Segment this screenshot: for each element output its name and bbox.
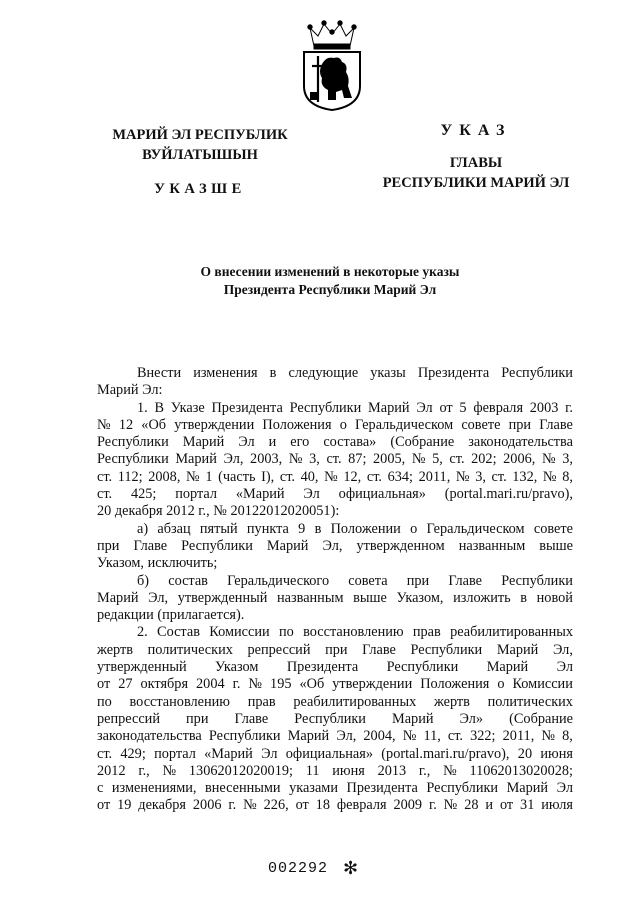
body-word: 31: [520, 797, 535, 814]
body-word: 2009: [393, 797, 423, 814]
body-word: пункта: [246, 520, 289, 537]
body-word: 9: [298, 520, 306, 537]
body-word: следующие: [288, 365, 359, 381]
body-word: 634;: [387, 468, 414, 485]
body-word: ст.: [279, 468, 295, 485]
body-word: 2012: [97, 762, 126, 779]
body-word: изложить: [453, 589, 511, 606]
body-word: 1.: [137, 399, 148, 416]
body-word: №: [324, 468, 338, 485]
header-right-line3: РЕСПУБЛИКИ МАРИЙ ЭЛ: [382, 175, 570, 191]
body-word: октября: [140, 676, 189, 693]
body-word: (portal.mari.ru/pravo),: [381, 745, 510, 762]
body-word: 2005,: [373, 451, 406, 468]
body-line: Указом, исключить;: [97, 555, 218, 572]
body-word: восстановлению: [303, 624, 404, 641]
body-word: 13062012020019;: [188, 762, 293, 779]
body-word: Марий: [182, 434, 225, 451]
body-word: при: [508, 416, 532, 433]
body-line: 20 декабря 2012 г., № 20122012020051):: [97, 503, 340, 520]
body-word: Марий: [97, 589, 139, 606]
body-word: внесенными: [205, 780, 281, 797]
body-word: 425;: [130, 486, 157, 503]
header-right-block: [360, 153, 592, 193]
body-word: Республики: [97, 451, 169, 468]
body-word: указами: [289, 780, 338, 797]
body-word: Республики: [181, 537, 253, 554]
body-word: Республики: [386, 659, 459, 676]
body-line: [97, 521, 573, 538]
body-word: Положения: [262, 416, 332, 433]
body-line: Марий Эл:: [97, 382, 163, 399]
body-word: Марий: [506, 780, 549, 797]
body-word: №: [97, 416, 111, 433]
body-word: 132,: [512, 468, 538, 485]
body-word: ст.: [97, 745, 113, 762]
body-word: репрессий: [247, 641, 311, 658]
body-word: г.: [565, 399, 573, 416]
body-word: 11062013020028;: [469, 762, 573, 779]
body-word: утвержденном: [356, 537, 445, 554]
body-word: 12,: [343, 468, 362, 485]
body-word: г.: [232, 676, 241, 693]
body-word: Марий: [496, 641, 539, 658]
body-word: (часть: [218, 468, 256, 485]
body-word: Положении: [330, 520, 401, 537]
body-word: Геральдическом: [426, 520, 525, 537]
body-line: [97, 538, 573, 555]
body-word: февраля: [473, 399, 524, 416]
body-word: 2008,: [148, 468, 181, 485]
body-line: [97, 642, 573, 659]
body-line: [97, 746, 573, 763]
body-word: указы: [370, 365, 406, 381]
body-word: Главе: [234, 710, 269, 727]
body-word: Главе: [448, 572, 483, 589]
body-word: его: [290, 434, 310, 451]
body-word: 8,: [562, 468, 573, 485]
body-word: Состав: [157, 624, 200, 641]
body-word: декабря: [138, 797, 186, 814]
decree-title-line2: Президента Республики Марий Эл: [223, 282, 437, 297]
body-word: названным: [276, 589, 344, 606]
header-right-title: УКАЗ: [440, 122, 512, 139]
body-word: Марий: [392, 710, 434, 727]
body-word: Эл: [416, 399, 433, 416]
body-word: Эл,: [552, 641, 573, 658]
body-word: Комиссии: [209, 624, 270, 641]
body-word: Эл,: [223, 451, 244, 468]
body-word: ст.: [97, 486, 113, 503]
body-word: по: [278, 624, 294, 641]
body-word: Эл,: [336, 728, 357, 745]
body-word: №: [243, 797, 257, 814]
body-word: Эл: [556, 659, 573, 676]
body-word: 3,: [309, 451, 320, 468]
header-right-line2: ГЛАВЫ: [449, 155, 503, 171]
body-word: б): [137, 572, 150, 589]
body-word: официальная»: [285, 745, 373, 762]
body-word: от: [97, 676, 111, 693]
body-word: совете: [533, 520, 573, 537]
body-line: [97, 417, 573, 434]
body-line: [97, 676, 573, 693]
body-word: 322;: [470, 728, 496, 745]
body-word: Республики: [501, 572, 573, 589]
body-word: №: [443, 797, 458, 814]
body-word: в: [314, 520, 322, 537]
body-line: [97, 694, 573, 711]
body-word: 2013: [377, 762, 407, 779]
body-line: [97, 763, 573, 780]
body-line: [97, 659, 573, 676]
body-word: названным: [458, 537, 526, 554]
body-word: Республики: [501, 365, 573, 381]
body-word: 2003: [529, 399, 559, 416]
body-word: 112;: [117, 468, 143, 485]
body-word: жертв: [97, 641, 133, 658]
body-word: о: [339, 416, 347, 433]
body-word: утвержденный: [97, 659, 187, 676]
body-word: июня: [540, 745, 573, 762]
body-word: 429;: [120, 745, 146, 762]
body-word: 2006,: [503, 451, 536, 468]
body-word: №: [402, 728, 417, 745]
body-word: от: [439, 399, 453, 416]
body-line: редакции (прилагается).: [97, 607, 245, 624]
body-word: в: [520, 589, 528, 606]
body-word: Марий: [175, 451, 217, 468]
body-word: №: [186, 468, 200, 485]
body-word: политических: [487, 693, 573, 710]
body-word: 2004: [196, 676, 225, 693]
body-word: 2.: [137, 624, 148, 641]
body-word: совете: [461, 416, 501, 433]
body-word: Марий: [368, 399, 410, 416]
body-word: законодательства: [468, 434, 573, 451]
body-word: Президента: [346, 780, 418, 797]
body-word: 202;: [471, 451, 497, 468]
body-word: №: [288, 451, 303, 468]
body-word: Указом,: [396, 589, 444, 606]
body-word: 87;: [348, 451, 367, 468]
body-word: г.,: [418, 762, 431, 779]
body-word: «Марий: [204, 745, 253, 762]
document-serial-number: 002292: [268, 860, 329, 877]
body-word: В: [154, 399, 165, 416]
body-word: Внести: [137, 365, 182, 381]
body-word: 2006: [192, 797, 222, 814]
body-word: 2011,: [502, 728, 535, 745]
body-word: Президента: [286, 659, 359, 676]
footer-mark: ✻: [343, 858, 359, 878]
body-word: 2011,: [418, 468, 451, 485]
body-line: [97, 469, 573, 486]
body-word: 27: [118, 676, 133, 693]
body-word: и: [485, 797, 494, 814]
body-word: 3,: [562, 451, 573, 468]
body-word: утверждении: [174, 416, 255, 433]
body-word: I),: [261, 468, 275, 485]
body-line: [97, 728, 573, 745]
body-word: реабилитированных: [450, 624, 573, 641]
body-line: [97, 573, 573, 590]
body-word: состав: [168, 572, 208, 589]
body-word: Республики: [426, 780, 499, 797]
body-word: Республики: [294, 710, 366, 727]
body-word: «Об: [141, 416, 167, 433]
body-word: г.: [228, 797, 237, 814]
body-word: изменения: [193, 365, 258, 381]
body-word: июня: [332, 762, 365, 779]
body-word: Эл,: [322, 537, 343, 554]
body-word: утверждении: [332, 676, 413, 693]
body-word: Положения: [420, 676, 490, 693]
decree-title: [110, 263, 550, 299]
body-word: 3,: [475, 468, 486, 485]
body-word: 2004,: [363, 728, 396, 745]
body-word: Эл: [238, 434, 255, 451]
body-word: от: [499, 797, 514, 814]
header-left-line1: МАРИЙ ЭЛ РЕСПУБЛИК: [112, 127, 288, 143]
body-word: 8,: [562, 728, 573, 745]
body-word: а): [137, 520, 149, 537]
body-word: изменениями,: [111, 780, 197, 797]
body-word: Эл: [303, 486, 320, 503]
body-word: №: [541, 728, 556, 745]
body-word: Республики: [289, 399, 362, 416]
body-word: Комиссии: [512, 676, 573, 693]
body-word: при: [406, 572, 430, 589]
body-word: Главе: [539, 416, 573, 433]
body-word: ст.: [491, 468, 507, 485]
body-word: репрессий: [97, 710, 160, 727]
body-word: выше: [353, 589, 387, 606]
body-word: утвержденный: [177, 589, 268, 606]
body-word: пятый: [199, 520, 238, 537]
body-word: Эл: [261, 745, 278, 762]
body-word: №: [162, 762, 177, 779]
decree-body: [97, 365, 573, 815]
body-word: совета: [348, 572, 388, 589]
body-word: ст.: [326, 451, 342, 468]
body-line: [97, 590, 573, 607]
body-word: г.,: [138, 762, 150, 779]
body-word: с: [97, 780, 104, 797]
body-word: ст.: [366, 468, 382, 485]
body-word: новой: [536, 589, 573, 606]
body-word: ст.: [447, 728, 463, 745]
body-word: г.: [428, 797, 437, 814]
body-word: №: [541, 451, 556, 468]
body-word: законодательства: [97, 728, 202, 745]
body-word: Президента: [211, 399, 283, 416]
body-word: (portal.mari.ru/pravo),: [444, 486, 573, 503]
body-word: ст.: [449, 451, 465, 468]
body-line: [97, 434, 573, 451]
body-word: «Об: [299, 676, 325, 693]
body-word: (Собрание: [390, 434, 455, 451]
body-word: 5,: [432, 451, 443, 468]
body-word: прав: [412, 624, 441, 641]
decree-title-line1: О внесении изменений в некоторые указы: [200, 264, 460, 279]
body-word: 12: [118, 416, 134, 433]
body-word: официальная»: [338, 486, 426, 503]
coat-of-arms-emblem: [296, 20, 368, 112]
body-word: 2003,: [250, 451, 283, 468]
body-word: Указом: [215, 659, 259, 676]
body-word: №: [411, 451, 426, 468]
body-word: выше: [539, 537, 573, 554]
header-left-block: [100, 125, 300, 199]
body-word: «Марий: [235, 486, 285, 503]
body-word: 11: [305, 762, 320, 779]
body-line: [97, 780, 573, 797]
body-word: июля: [541, 797, 573, 814]
body-word: о: [410, 520, 418, 537]
body-word: в: [269, 365, 277, 381]
body-word: и: [268, 434, 277, 451]
body-word: 226,: [263, 797, 289, 814]
body-word: Республики: [97, 434, 169, 451]
body-word: №: [455, 468, 470, 485]
body-word: 11,: [423, 728, 441, 745]
body-word: прав: [247, 693, 276, 710]
body-word: 18: [315, 797, 330, 814]
body-word: №: [542, 468, 557, 485]
body-word: №: [248, 676, 263, 693]
body-word: Геральдическом: [355, 416, 454, 433]
body-line: [97, 797, 573, 814]
body-word: при: [186, 710, 209, 727]
body-word: 40,: [300, 468, 319, 485]
body-word: портал: [175, 486, 218, 503]
body-word: портал: [154, 745, 196, 762]
body-word: жертв: [433, 693, 470, 710]
body-word: политических: [147, 641, 233, 658]
body-word: 5: [459, 399, 467, 416]
body-word: реабилитированных: [293, 693, 417, 710]
body-line: [97, 451, 573, 468]
body-word: Геральдического: [227, 572, 330, 589]
body-word: Марий: [266, 537, 309, 554]
body-word: Главе: [362, 641, 396, 658]
body-word: Главе: [133, 537, 168, 554]
body-word: 28: [464, 797, 479, 814]
header-left-line3: УКАЗШЕ: [154, 181, 246, 197]
body-word: 195: [270, 676, 292, 693]
body-line: [97, 365, 573, 382]
body-word: о: [497, 676, 505, 693]
body-word: Марий: [486, 659, 529, 676]
body-line: [97, 486, 573, 503]
body-word: Эл: [556, 780, 573, 797]
body-word: по: [97, 693, 112, 710]
body-word: Президента: [417, 365, 490, 381]
body-word: (Собрание: [509, 710, 573, 727]
body-word: февраля: [336, 797, 387, 814]
body-word: №: [443, 762, 457, 779]
body-word: Марий: [287, 728, 330, 745]
body-line: [97, 711, 573, 728]
body-word: Республики: [208, 728, 281, 745]
body-word: абзац: [157, 520, 191, 537]
body-word: 19: [117, 797, 132, 814]
body-word: восстановлению: [129, 693, 230, 710]
body-line: [97, 624, 573, 641]
header-left-line2: ВУЙЛАТЫШЫН: [142, 147, 258, 163]
body-word: от: [295, 797, 309, 814]
body-word: Республики: [410, 641, 483, 658]
body-word: от: [97, 797, 111, 814]
body-word: 1: [205, 468, 213, 485]
body-word: ст.: [97, 468, 113, 485]
body-word: Указе: [170, 399, 205, 416]
body-word: при: [97, 537, 120, 554]
body-word: Эл,: [148, 589, 169, 606]
body-word: Эл»: [459, 710, 484, 727]
body-line: [97, 400, 573, 417]
body-word: состава»: [323, 434, 377, 451]
body-word: 20: [517, 745, 533, 762]
body-word: при: [325, 641, 348, 658]
